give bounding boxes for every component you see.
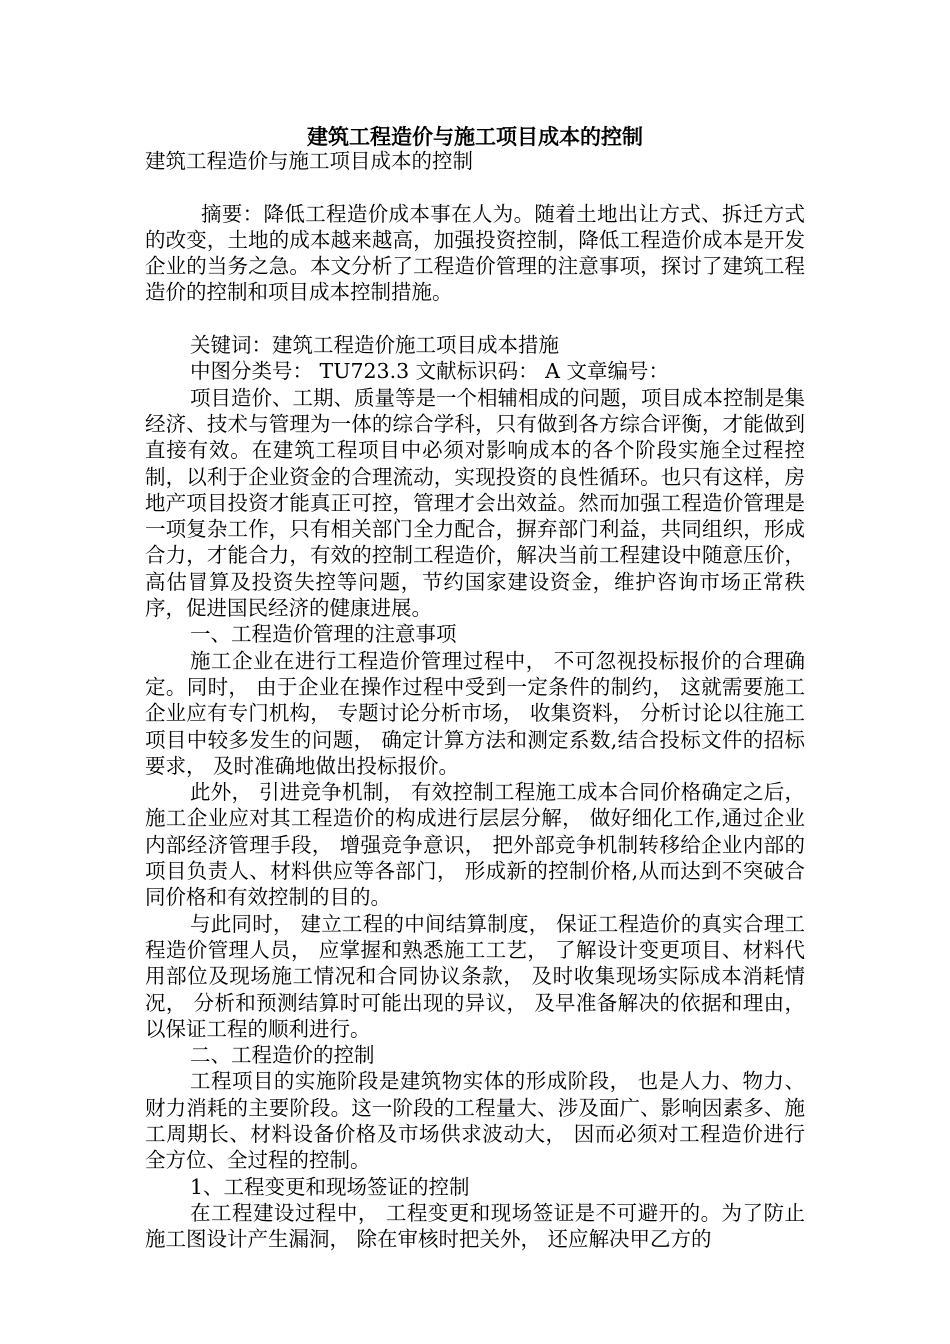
blank-line [145, 174, 805, 200]
section-heading-2: 二、工程造价的控制 [190, 1043, 375, 1068]
document-title: 建筑工程造价与施工项目成本的控制 [307, 125, 643, 149]
subsection-heading-2-1: 1、工程变更和现场签证的控制 [190, 1174, 470, 1199]
subsection-2-1-paragraph: 在工程建设过程中， 工程变更和现场签证是不可避开的。为了防止施工图设计产生漏洞， 除在审核时把关外， 还应解决甲乙方的 [145, 1200, 805, 1252]
keywords-line: 关键词：建筑工程造价施工项目成本措施 [190, 333, 559, 358]
document-body [145, 148, 805, 1252]
blank-line [145, 306, 805, 332]
classification-line: 中图分类号： TU723.3 文献标识码： A 文章编号： [190, 359, 670, 384]
section-2-paragraph: 工程项目的实施阶段是建筑物实体的形成阶段， 也是人力、物力、财力消耗的主要阶段。这一阶段的工程量大、涉及面广、影响因素多、施工周期长、材料设备价格及市场供求波动大， 因而必须对工程造价进行全方位、全过程的控制。 [145, 1069, 805, 1173]
document-subtitle: 建筑工程造价与施工项目成本的控制 [145, 149, 473, 173]
section-1-paragraph-3: 与此同时， 建立工程的中间结算制度， 保证工程造价的真实合理工程造价管理人员， 应掌握和熟悉施工工艺， 了解设计变更项目、材料代用部位及现场施工情况和合同协议条款， 及时收集现场实际成本消耗情况， 分析和预测结算时可能出现的异议， 及早准备解决的依据和理由， 以保证工程的顺利进行。 [145, 911, 805, 1041]
intro-paragraph: 项目造价、工期、质量等是一个相辅相成的问题，项目成本控制是集经济、技术与管理为一体的综合学科，只有做到各方综合评衡，才能做到直接有效。在建筑工程项目中必须对影响成本的各个阶段实施全过程控制，以利于企业资金的合理流动，实现投资的良性循环。也只有这样，房地产项目投资才能真正可控，管理才会出效益。然而加强工程造价管理是一项复杂工作，只有相关部门全力配合，摒弃部门利益，共同组织，形成合力，才能合力，有效的控制工程造价，解决当前工程建设中随意压价，高估冒算及投资失控等问题，节约国家建设资金，维护咨询市场正常秩序，促进国民经济的健康进展。 [145, 385, 805, 621]
section-heading-1: 一、工程造价管理的注意事项 [190, 622, 457, 647]
section-1-paragraph-1: 施工企业在进行工程造价管理过程中， 不可忽视投标报价的合理确定。同时， 由于企业在操作过程中受到一定条件的制约， 这就需要施工企业应有专门机构， 专题讨论分析市场， 收集资料， 分析讨论以往施工项目中较多发生的问题， 确定计算方法和测定系数,结合投标文件的招标要求， 及时准确地做出投标报价。 [145, 648, 805, 778]
section-1-paragraph-2: 此外， 引进竞争机制， 有效控制工程施工成本合同价格确定之后， 施工企业应对其工程造价的构成进行层层分解， 做好细化工作,通过企业内部经济管理手段， 增强竞争意识， 把外部竞争机制转移给企业内部的项目负责人、材料供应等各部门， 形成新的控制价格,从而达到不突破合同价格和有效控制的目的。 [145, 780, 805, 910]
abstract-paragraph: 摘要：降低工程造价成本事在人为。随着土地出让方式、拆迁方式的改变，土地的成本越来越高，加强投资控制，降低工程造价成本是开发企业的当务之急。本文分析了工程造价管理的注意事项，探讨了建筑工程造价的控制和项目成本控制措施。 [145, 201, 805, 305]
